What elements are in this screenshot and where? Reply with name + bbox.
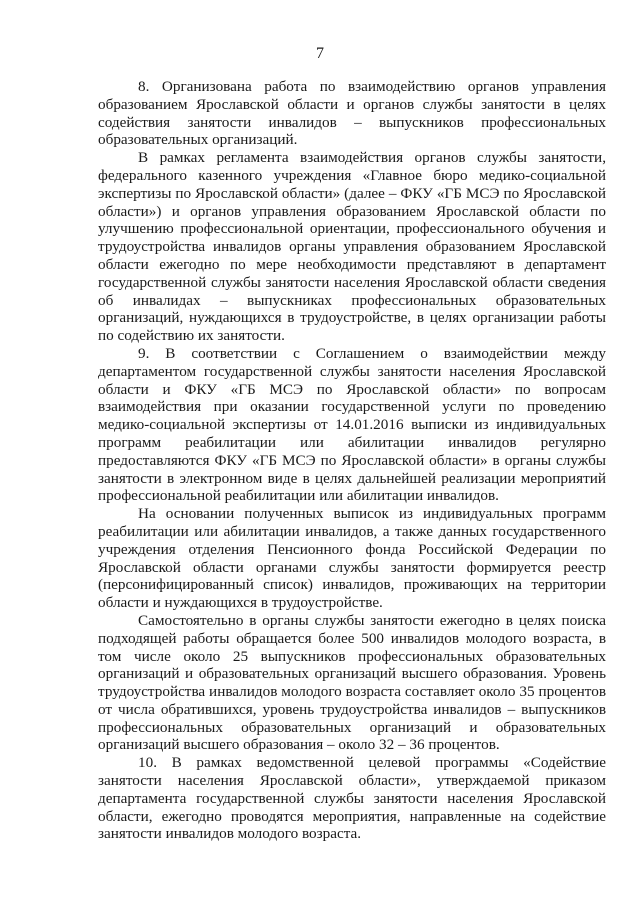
document-body: [98, 78, 606, 843]
paragraph-item-8: 8. Организована работа по взаимодействию органов управления образованием Ярославской области и органов службы занятости в целях содействия занятости инвалидов – выпускников профессиональных образовательных организаций.: [98, 78, 606, 149]
paragraph-regulation: В рамках регламента взаимодействия органов службы занятости, федерального казенного учреждения «Главное бюро медико-социальной экспертизы по Ярославской области» (далее – ФКУ «ГБ МСЭ по Ярославской области») и органов управления образованием Ярославской области по улучшению профессиональной ориентации, профессионального обучения и трудоустройства инвалидов органы управления образованием Ярославской области ежегодно по мере необходимости представляют в департамент государственной службы занятости населения Ярославской области сведения об инвалидах – выпускниках профессиональных образовательных организаций, нуждающихся в трудоустройстве, в целях организации работы по содействию их занятости.: [98, 149, 606, 345]
page-number: 7: [316, 45, 324, 62]
paragraph-registry: На основании полученных выписок из индивидуальных программ реабилитации или абилитации инвалидов, а также данных государственного учреждения отделения Пенсионного фонда Российской Федерации по Ярославской области органами службы занятости формируется реестр (персонифицированный список) инвалидов, проживающих на территории области и нуждающихся в трудоустройстве.: [98, 505, 606, 612]
paragraph-item-10: 10. В рамках ведомственной целевой программы «Содействие занятости населения Ярославской области», утверждаемой приказом департамента государственной службы занятости населения Ярославской области, ежегодно проводятся мероприятия, направленные на содействие занятости инвалидов молодого возраста.: [98, 754, 606, 843]
paragraph-item-9: 9. В соответствии с Соглашением о взаимодействии между департаментом государственной службы занятости населения Ярославской области и ФКУ «ГБ МСЭ по Ярославской области» по вопросам взаимодействия при оказании государственной услуги по проведению медико-социальной экспертизы от 14.01.2016 выписки из индивидуальных программ реабилитации или абилитации инвалидов регулярно предоставляются ФКУ «ГБ МСЭ по Ярославской области» в органы службы занятости в электронном виде в целях дальнейшей реализации мероприятий профессиональной реабилитации или абилитации инвалидов.: [98, 344, 606, 505]
paragraph-statistics: Самостоятельно в органы службы занятости ежегодно в целях поиска подходящей работы обращается более 500 инвалидов молодого возраста, в том числе около 25 выпускников профессиональных образовательных организаций и образовательных организаций высшего образования. Уровень трудоустройства инвалидов молодого возраста составляет около 35 процентов от числа обратившихся, уровень трудоустройства инвалидов – выпускников профессиональных образовательных организаций и образовательных организаций высшего образования – около 32 – 36 процентов.: [98, 611, 606, 754]
